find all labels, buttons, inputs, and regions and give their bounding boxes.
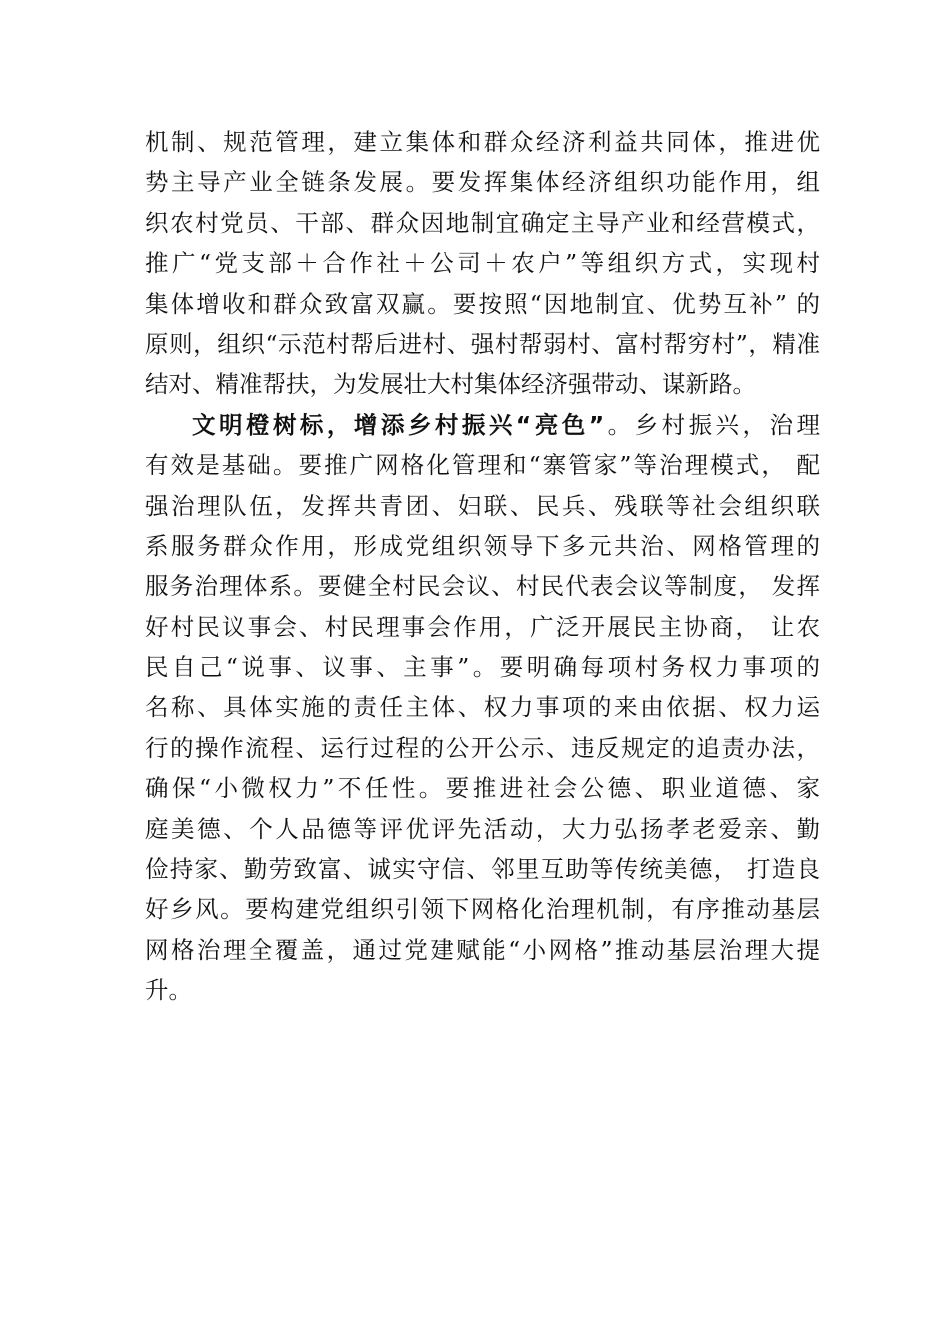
text-line: 网格治理全覆盖，通过党建赋能“小网格”推动基层治理大提 bbox=[145, 935, 820, 964]
paragraph-first-line-rest: 。乡村振兴，治理 bbox=[604, 410, 821, 439]
text-line: 服务治理体系。要健全村民会议、村民代表会议等制度， 发挥 bbox=[145, 572, 820, 601]
document-body bbox=[145, 122, 820, 1011]
text-line: 升。 bbox=[145, 976, 192, 1005]
text-line: 推广“党支部＋合作社＋公司＋农户”等组织方式，实现村 bbox=[145, 249, 820, 278]
text-line: 结对、精准帮扶，为发展壮大村集体经济强带动、谋新路。 bbox=[145, 370, 756, 399]
text-line: 强治理队伍，发挥共青团、妇联、民兵、残联等社会组织联 bbox=[145, 491, 820, 520]
text-line: 民自己“说事、议事、主事”。要明确每项村务权力事项的 bbox=[145, 653, 820, 682]
paragraph-first-line bbox=[145, 405, 820, 445]
text-line: 行的操作流程、运行过程的公开公示、违反规定的追责办法， bbox=[145, 733, 820, 762]
paragraph-lead-heading: 文明橙树标，增添乡村振兴“亮色” bbox=[192, 410, 605, 439]
text-line: 有效是基础。要推广网格化管理和“寨管家”等治理模式， 配 bbox=[145, 451, 820, 480]
text-line: 机制、规范管理，建立集体和群众经济利益共同体，推进优 bbox=[145, 128, 820, 156]
text-line: 好村民议事会、村民理事会作用，广泛开展民主协商， 让农 bbox=[145, 612, 820, 641]
text-line: 好乡风。要构建党组织引领下网格化治理机制，有序推动基层 bbox=[145, 895, 820, 924]
paragraph-collective-economy bbox=[145, 122, 820, 405]
paragraph-rural-governance bbox=[145, 405, 820, 1011]
text-line: 原则，组织“示范村帮后进村、强村帮弱村、富村帮穷村”，精准 bbox=[145, 329, 820, 358]
text-line: 织农村党员、干部、群众因地制宜确定主导产业和经营模式， bbox=[145, 208, 820, 237]
text-line: 势主导产业全链条发展。要发挥集体经济组织功能作用，组 bbox=[145, 168, 820, 197]
text-line: 集体增收和群众致富双赢。要按照“因地制宜、优势互补” 的 bbox=[145, 289, 820, 318]
text-line: 系服务群众作用，形成党组织领导下多元共治、网格管理的 bbox=[145, 531, 820, 560]
text-line: 确保“小微权力”不任性。要推进社会公德、职业道德、家 bbox=[145, 774, 820, 803]
text-line: 俭持家、勤劳致富、诚实守信、邻里互助等传统美德， 打造良 bbox=[145, 855, 820, 884]
text-line: 庭美德、个人品德等评优评先活动，大力弘扬孝老爱亲、勤 bbox=[145, 814, 820, 843]
text-line: 名称、具体实施的责任主体、权力事项的来由依据、权力运 bbox=[145, 693, 820, 722]
